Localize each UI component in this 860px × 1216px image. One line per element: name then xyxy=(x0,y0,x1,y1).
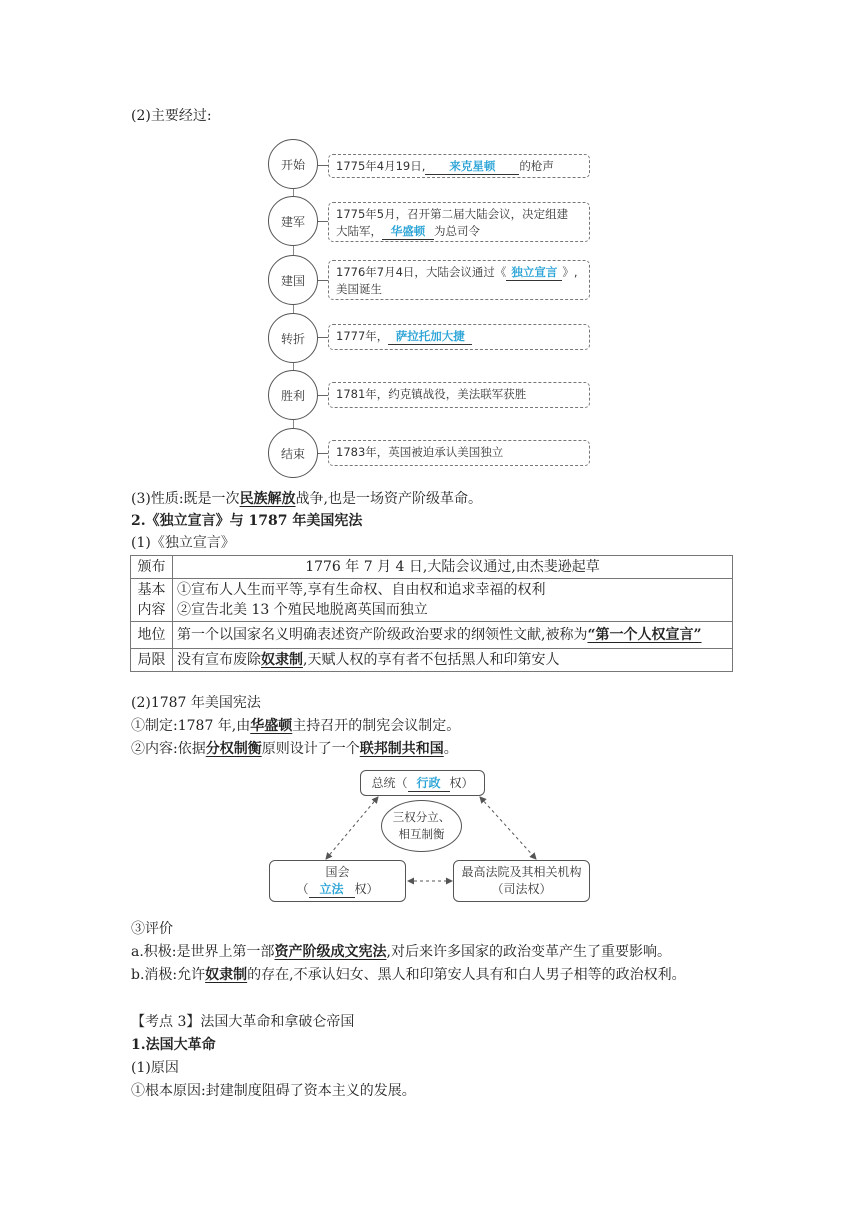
text: b.消极:允许 xyxy=(131,967,206,983)
cell-line: ①宣布人人生而平等,享有生命权、自由权和追求幸福的权利 xyxy=(177,582,546,598)
timeline-box-start xyxy=(328,154,590,178)
constitution-enactment xyxy=(131,716,460,736)
box-text: 权） xyxy=(449,776,474,790)
box-text: 国会 xyxy=(325,865,350,879)
table-row xyxy=(131,649,733,672)
supreme-court-box xyxy=(453,860,590,902)
french-revolution-root-cause: ①根本原因:封建制度阻碍了资本主义的发展。 xyxy=(131,1083,416,1099)
evaluation-heading: ③评价 xyxy=(131,921,173,937)
key-term: 民族解放 xyxy=(239,491,296,507)
ellipse-text: 三权分立、 xyxy=(392,810,451,824)
timeline-box-victory: 1781年，约克镇战役，美法联军获胜 xyxy=(328,382,590,408)
cell-text: 第一个以国家名义明确表述资产阶级政治要求的纲领性文献,被称为 xyxy=(177,627,588,643)
header-line: 内容 xyxy=(137,602,166,618)
timeline-connector xyxy=(318,395,328,396)
timeline-node-founding: 建国 xyxy=(268,255,318,305)
timeline-text: 1776年7月4日，大陆会议通过《 xyxy=(336,265,507,279)
key-term: 奴隶制 xyxy=(261,652,303,668)
answer-blank: 立法 xyxy=(309,882,355,898)
timeline-box-end: 1783年，英国被迫承认美国独立 xyxy=(328,440,590,466)
timeline-text: 为总司令 xyxy=(434,224,480,238)
text: ②内容:依据 xyxy=(131,741,206,757)
key-term: 联邦制共和国 xyxy=(359,741,444,757)
congress-box xyxy=(269,860,406,902)
timeline-connector xyxy=(318,280,328,281)
box-text: 总统（ xyxy=(371,776,408,790)
table-row xyxy=(131,556,733,579)
key-term: “第一个人权宣言” xyxy=(587,627,702,643)
table-header-cell: 颁布 xyxy=(131,556,173,579)
subheading-constitution: (2)1787 年美国宪法 xyxy=(131,695,261,711)
french-revolution-cause-heading: (1)原因 xyxy=(131,1060,179,1076)
answer-blank: 独立宣言 xyxy=(506,265,562,281)
key-point-3-heading: 【考点 3】法国大革命和拿破仑帝国 xyxy=(131,1014,355,1030)
key-term: 奴隶制 xyxy=(205,967,248,983)
president-box xyxy=(360,770,485,796)
timeline-connector xyxy=(318,337,328,338)
table-header-cell xyxy=(131,579,173,622)
table-header-cell: 局限 xyxy=(131,649,173,672)
ellipse-text: 相互制衡 xyxy=(398,827,445,841)
text: 战争,也是一场资产阶级革命。 xyxy=(295,491,483,507)
timeline-node-end: 结束 xyxy=(268,428,318,478)
text: ①制定:1787 年,由 xyxy=(131,718,251,734)
answer-blank: 行政 xyxy=(408,776,450,792)
table-cell xyxy=(173,622,733,649)
table-row xyxy=(131,579,733,622)
text: 。 xyxy=(443,741,458,757)
timeline-connector xyxy=(318,221,328,222)
box-text: （司法权） xyxy=(491,882,552,896)
timeline-box-founding xyxy=(328,260,590,300)
answer-blank: 华盛顿 xyxy=(382,224,434,240)
answer-blank: 萨拉托加大捷 xyxy=(388,329,472,345)
constitution-content xyxy=(131,739,458,759)
box-text: 最高法院及其相关机构 xyxy=(461,865,582,879)
cell-text: ,天赋人权的享有者不包括黑人和印第安人 xyxy=(303,652,560,668)
key-term: 分权制衡 xyxy=(205,741,262,757)
cell-line: ②宣告北美 13 个殖民地脱离英国而独立 xyxy=(177,602,428,618)
timeline-text: 》, xyxy=(562,265,578,279)
text: ,对后来许多国家的政治变革产生了重要影响。 xyxy=(386,944,671,960)
timeline-node-army: 建军 xyxy=(268,196,318,246)
box-text: 权） xyxy=(354,882,379,896)
table-cell xyxy=(173,649,733,672)
text: 主持召开的制宪会议制定。 xyxy=(292,718,461,734)
table-cell xyxy=(173,579,733,622)
text: a.积极:是世界上第一部 xyxy=(131,944,275,960)
text: 原则设计了一个 xyxy=(261,741,360,757)
table-cell: 1776 年 7 月 4 日,大陆会议通过,由杰斐逊起草 xyxy=(173,556,733,579)
section-heading-process: (2)主要经过: xyxy=(131,108,212,124)
text: 的存在,不承认妇女、黑人和印第安人具有和白人男子相等的政治权利。 xyxy=(247,967,686,983)
timeline-node-turning: 转折 xyxy=(268,313,318,363)
answer-blank: 来克星顿 xyxy=(425,159,519,175)
key-term: 华盛顿 xyxy=(250,718,293,734)
timeline-text: 的枪声 xyxy=(519,159,554,173)
timeline-text: 1775年5月，召开第二届大陆会议，决定组建 xyxy=(336,207,569,221)
box-text: （ xyxy=(296,882,309,896)
timeline-text: 1775年4月19日, xyxy=(336,159,426,173)
timeline-text: 1777年， xyxy=(336,329,389,343)
subheading-declaration: (1)《独立宣言》 xyxy=(131,535,235,551)
table-row xyxy=(131,622,733,649)
checks-balances-ellipse xyxy=(381,800,462,852)
evaluation-positive xyxy=(131,942,671,962)
header-line: 基本 xyxy=(137,582,166,598)
section-title-declaration-constitution: 2.《独立宣言》与 1787 年美国宪法 xyxy=(131,513,363,529)
timeline-box-turning xyxy=(328,324,590,350)
timeline-connector xyxy=(318,453,328,454)
key-term: 资产阶级成文宪法 xyxy=(274,944,387,960)
french-revolution-title: 1.法国大革命 xyxy=(131,1037,216,1053)
cell-text: 没有宣布废除 xyxy=(177,652,261,668)
timeline-text: 美国诞生 xyxy=(336,282,382,296)
table-header-cell: 地位 xyxy=(131,622,173,649)
nature-line xyxy=(131,489,482,509)
declaration-table xyxy=(130,555,733,672)
timeline-node-start: 开始 xyxy=(268,139,318,189)
timeline-box-army xyxy=(328,202,590,242)
text: (3)性质:既是一次 xyxy=(131,491,240,507)
timeline-connector xyxy=(318,165,328,166)
timeline-text: 大陆军， xyxy=(336,224,382,238)
timeline-node-victory: 胜利 xyxy=(268,370,318,420)
evaluation-negative xyxy=(131,965,686,985)
